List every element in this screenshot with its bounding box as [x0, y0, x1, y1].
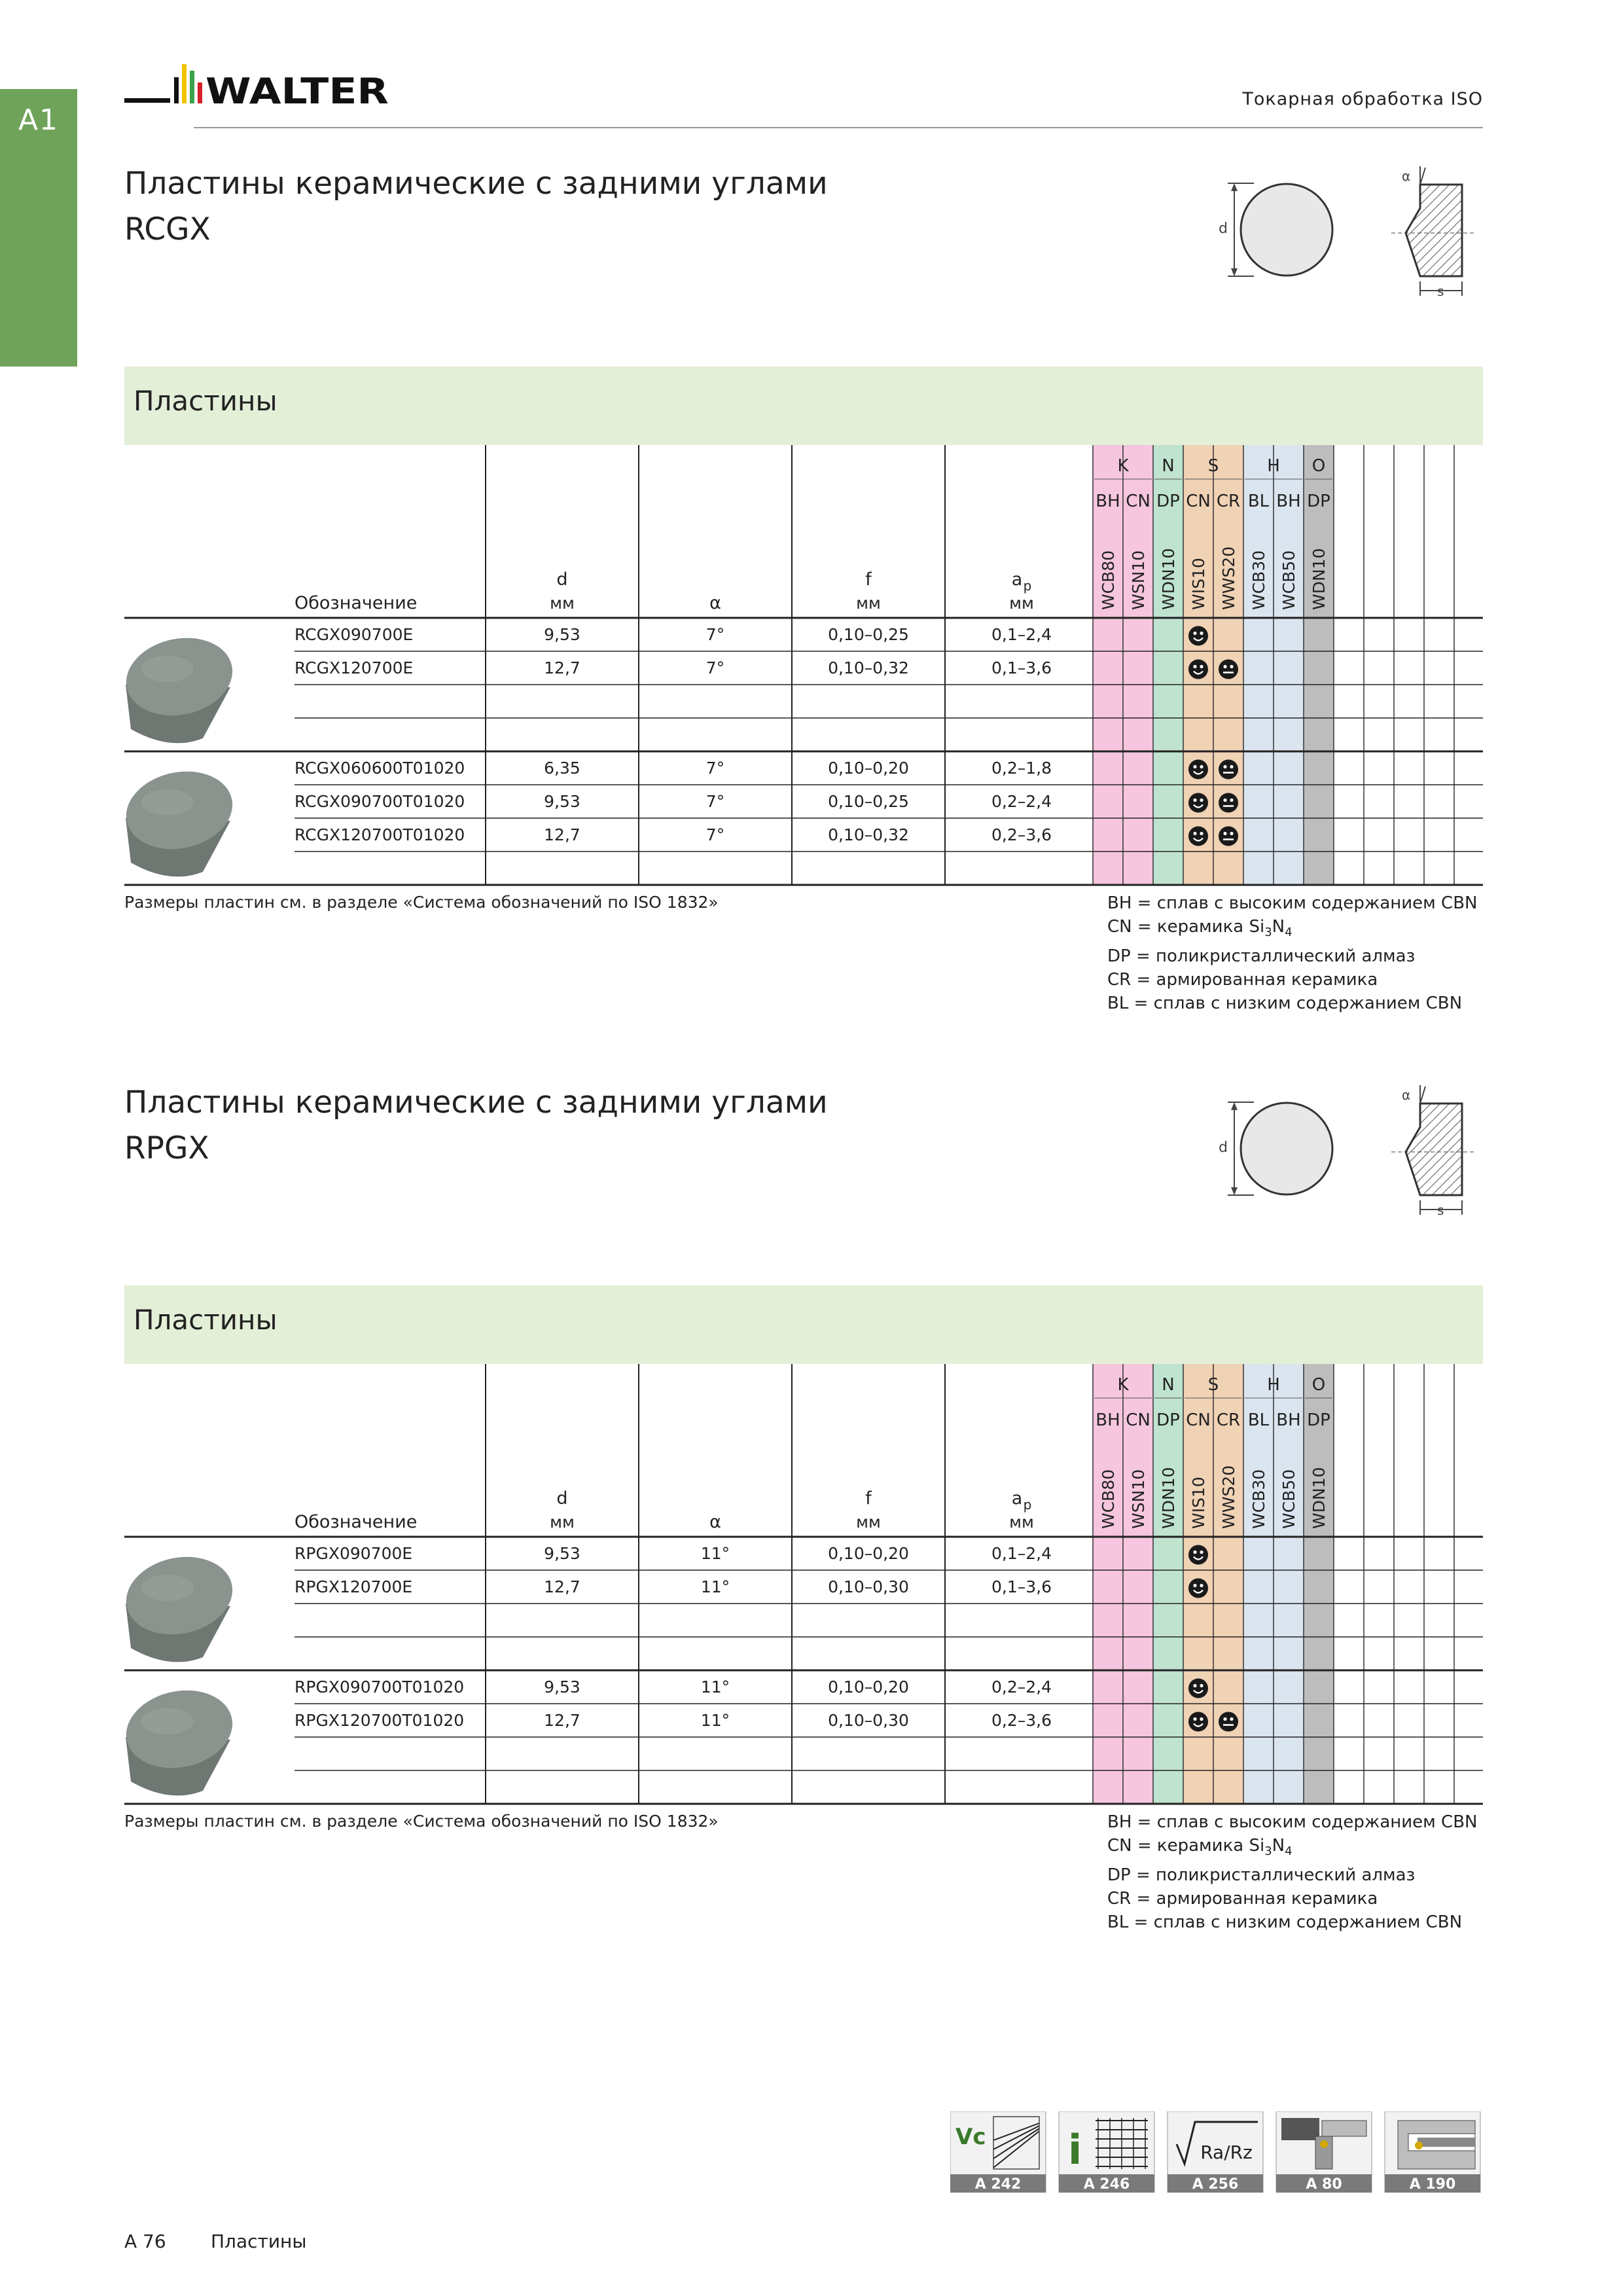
material-group-label: O: [1311, 456, 1326, 476]
column-header-ap-unit: мм: [1009, 1513, 1034, 1532]
insert-depth-range: 0,1–2,4: [991, 1544, 1052, 1563]
icon-text: i: [1068, 2126, 1082, 2174]
insert-code: RCGX060600T01020: [294, 759, 465, 778]
grade-subgroup-label: BL: [1247, 492, 1270, 511]
secondary-application-icon: [1219, 793, 1238, 813]
page-number: A 76: [124, 2231, 166, 2252]
column-header-d-unit: мм: [550, 1513, 575, 1532]
inserts-band: [124, 367, 1483, 445]
legend-entry: DP = поликристаллический алмаз: [1107, 1865, 1416, 1886]
grade-name-label: WSN10: [1129, 1469, 1148, 1529]
insert-diameter: 9,53: [544, 1677, 580, 1696]
grade-subgroup-label: CN: [1126, 492, 1150, 511]
grade-name-label: WDN10: [1159, 548, 1178, 610]
insert-diameter: 12,7: [544, 825, 580, 844]
material-group-label: O: [1311, 1375, 1326, 1395]
main-application-icon: [1188, 827, 1208, 846]
inserts-band: [124, 1285, 1483, 1364]
grade-name-label: WCB30: [1249, 550, 1268, 610]
material-group-label: K: [1117, 1375, 1129, 1395]
insert-photo: [119, 762, 240, 876]
insert-clearance-angle: 7°: [705, 759, 725, 778]
brand-wordmark: WALTER: [205, 71, 389, 112]
main-application-icon: [1188, 626, 1208, 646]
dimension-note: Размеры пластин см. в разделе «Система обозначений по ISO 1832»: [124, 1812, 719, 1831]
diagram-label-s: s: [1437, 1202, 1444, 1218]
main-application-icon: [1188, 660, 1208, 679]
column-header-d-unit: мм: [550, 594, 575, 613]
legend-entry: CN = керамика $Si_3N_4$: [1107, 1836, 1293, 1859]
column-header-alpha: α: [709, 1512, 721, 1532]
legend-entry: BH = сплав с высоким содержанием CBN: [1107, 1812, 1478, 1832]
reference-icons: [950, 2111, 1484, 2193]
chapter-tab-label: A1: [18, 103, 60, 137]
column-header-d: d: [556, 569, 568, 590]
grade-name-label: WCB30: [1249, 1469, 1268, 1529]
insert-feed-range: 0,10–0,20: [828, 1677, 909, 1696]
diagram-label-s: s: [1437, 283, 1444, 299]
main-application-icon: [1188, 1712, 1208, 1732]
reference-page-label: A 242: [974, 2176, 1022, 2193]
section-title-line1: Пластины керамические с задними углами: [124, 166, 828, 202]
insert-depth-range: 0,2–3,6: [991, 825, 1052, 844]
grade-subgroup-label: CN: [1126, 1410, 1150, 1430]
column-header-ap: a: [1011, 569, 1023, 590]
insert-code: RCGX120700E: [294, 658, 414, 677]
column-header-f: f: [865, 1488, 872, 1509]
section-title-code: RCGX: [124, 211, 211, 247]
page-section: Пластины: [211, 2231, 307, 2252]
walter-logo: [124, 63, 399, 115]
insert-code: RPGX120700T01020: [294, 1711, 465, 1730]
insert-feed-range: 0,10–0,30: [828, 1711, 909, 1730]
section-title-code: RPGX: [124, 1130, 209, 1166]
material-group-label: N: [1162, 456, 1175, 476]
secondary-application-icon: [1219, 1712, 1238, 1732]
insert-diameter: 12,7: [544, 1577, 580, 1596]
reference-page-label: A 80: [1306, 2176, 1342, 2193]
insert-feed-range: 0,10–0,20: [828, 759, 909, 778]
legend-entry: CR = армированная керамика: [1107, 1889, 1378, 1909]
icon-text: Ra/Rz: [1200, 2142, 1253, 2163]
grade-name-label: WSN10: [1129, 550, 1148, 610]
main-application-icon: [1188, 1545, 1208, 1565]
insert-dimension-diagram: [1195, 1080, 1483, 1224]
grade-subgroup-label: BH: [1096, 1410, 1120, 1430]
diagram-label-d: d: [1219, 1139, 1228, 1156]
insert-diameter: 12,7: [544, 1711, 580, 1730]
insert-clearance-angle: 7°: [705, 658, 725, 677]
section-title: [124, 1080, 828, 1172]
grade-legend: [1107, 1810, 1477, 1934]
insert-diameter: 9,53: [544, 1544, 580, 1563]
insert-depth-range: 0,2–2,4: [991, 792, 1052, 811]
grade-subgroup-label: CR: [1216, 1410, 1241, 1430]
diagram-label-d: d: [1219, 221, 1228, 237]
inserts-band-label: Пластины: [134, 385, 277, 417]
grade-subgroup-label: BH: [1276, 1410, 1301, 1430]
column-header-f-unit: мм: [856, 594, 881, 613]
secondary-application-icon: [1219, 760, 1238, 780]
secondary-application-icon: [1219, 827, 1238, 846]
icon-text: Vc: [955, 2124, 986, 2150]
main-application-icon: [1188, 793, 1208, 813]
grade-subgroup-label: DP: [1156, 1410, 1180, 1430]
column-header-designation: Обозначение: [294, 593, 418, 613]
column-header-ap-unit: мм: [1009, 594, 1034, 613]
insert-feed-range: 0,10–0,32: [828, 825, 909, 844]
insert-code: RCGX090700T01020: [294, 792, 465, 811]
insert-dimension-diagram: [1195, 161, 1483, 305]
toolholder-icon: [1276, 2111, 1372, 2193]
insert-depth-range: 0,1–3,6: [991, 1577, 1052, 1596]
column-header-designation: Обозначение: [294, 1512, 418, 1532]
surface-roughness-icon: [1168, 2111, 1263, 2193]
insert-clearance-angle: 7°: [705, 792, 725, 811]
boring-bar-icon: [1385, 2111, 1480, 2193]
legend-entry: BL = сплав с низким содержанием CBN: [1107, 1912, 1463, 1933]
insert-table-rcgx: [0, 445, 1623, 897]
insert-photo: [119, 1547, 240, 1662]
grade-subgroup-label: DP: [1307, 1410, 1330, 1430]
material-group-label: K: [1117, 456, 1129, 476]
material-group-label: S: [1207, 456, 1219, 476]
grade-name-label: WIS10: [1189, 558, 1208, 610]
grade-name-label: WIS10: [1189, 1477, 1208, 1529]
insert-code: RCGX120700T01020: [294, 825, 465, 844]
column-header-d: d: [556, 1488, 568, 1509]
grade-subgroup-label: CN: [1186, 1410, 1211, 1430]
reference-page-label: A 246: [1083, 2176, 1130, 2193]
reference-page-label: A 190: [1409, 2176, 1456, 2193]
dimension-note: Размеры пластин см. в разделе «Система обозначений по ISO 1832»: [124, 893, 719, 912]
grade-subgroup-label: BH: [1096, 492, 1120, 511]
insert-code: RPGX090700E: [294, 1544, 413, 1563]
insert-photo: [119, 1681, 240, 1795]
insert-clearance-angle: 11°: [700, 1711, 730, 1730]
insert-depth-range: 0,2–2,4: [991, 1677, 1052, 1696]
legend-entry: BL = сплав с низким содержанием CBN: [1107, 994, 1463, 1014]
column-header-alpha: α: [709, 593, 721, 613]
grade-subgroup-label: CR: [1216, 492, 1241, 511]
main-application-icon: [1188, 1579, 1208, 1598]
column-header-ap-subscript: p: [1023, 1497, 1032, 1513]
header-title: Токарная обработка ISO: [1242, 89, 1483, 109]
grade-name-label: WWS20: [1219, 1465, 1238, 1529]
main-application-icon: [1188, 760, 1208, 780]
column-header-ap: a: [1011, 1488, 1023, 1509]
insert-clearance-angle: 7°: [705, 625, 725, 644]
grade-name-label: WCB50: [1279, 550, 1298, 610]
insert-feed-range: 0,10–0,32: [828, 658, 909, 677]
insert-feed-range: 0,10–0,25: [828, 625, 909, 644]
header-divider: [194, 127, 1483, 128]
grade-legend: [1107, 891, 1477, 1015]
reference-page-label: A 256: [1192, 2176, 1239, 2193]
insert-code: RCGX090700E: [294, 625, 414, 644]
insert-depth-range: 0,2–3,6: [991, 1711, 1052, 1730]
insert-depth-range: 0,1–2,4: [991, 625, 1052, 644]
insert-clearance-angle: 7°: [705, 825, 725, 844]
legend-entry: CN = керамика $Si_3N_4$: [1107, 917, 1293, 940]
insert-diameter: 12,7: [544, 658, 580, 677]
insert-diameter: 9,53: [544, 792, 580, 811]
insert-depth-range: 0,2–1,8: [991, 759, 1052, 778]
insert-clearance-angle: 11°: [700, 1677, 730, 1696]
grade-subgroup-label: CN: [1186, 492, 1211, 511]
grade-name-label: WCB80: [1099, 1469, 1118, 1529]
info-table-icon: [1059, 2111, 1154, 2193]
grade-name-label: WWS20: [1219, 546, 1238, 610]
grade-name-label: WDN10: [1310, 548, 1329, 610]
insert-diameter: 6,35: [544, 759, 580, 778]
cutting-speed-icon: [950, 2111, 1046, 2193]
secondary-application-icon: [1219, 660, 1238, 679]
column-header-ap-subscript: p: [1023, 578, 1032, 594]
material-group-label: H: [1267, 1375, 1280, 1395]
insert-table-rpgx: [0, 1364, 1623, 1816]
diagram-label-alpha: α: [1402, 168, 1411, 184]
insert-feed-range: 0,10–0,25: [828, 792, 909, 811]
insert-photo: [119, 628, 240, 743]
insert-clearance-angle: 11°: [700, 1577, 730, 1596]
grade-subgroup-label: BL: [1247, 1410, 1270, 1430]
grade-subgroup-label: DP: [1307, 492, 1330, 511]
section-title-line1: Пластины керамические с задними углами: [124, 1085, 828, 1121]
diagram-label-alpha: α: [1402, 1087, 1411, 1103]
column-header-f-unit: мм: [856, 1513, 881, 1532]
insert-feed-range: 0,10–0,30: [828, 1577, 909, 1596]
insert-clearance-angle: 11°: [700, 1544, 730, 1563]
legend-entry: DP = поликристаллический алмаз: [1107, 946, 1416, 967]
legend-entry: BH = сплав с высоким содержанием CBN: [1107, 893, 1478, 913]
material-group-label: N: [1162, 1375, 1175, 1395]
material-group-label: S: [1207, 1375, 1219, 1395]
inserts-band-label: Пластины: [134, 1304, 277, 1336]
grade-name-label: WDN10: [1310, 1467, 1329, 1529]
insert-depth-range: 0,1–3,6: [991, 658, 1052, 677]
material-group-label: H: [1267, 456, 1280, 476]
section-title: [124, 161, 828, 253]
insert-diameter: 9,53: [544, 625, 580, 644]
grade-subgroup-label: BH: [1276, 492, 1301, 511]
grade-name-label: WCB50: [1279, 1469, 1298, 1529]
grade-name-label: WDN10: [1159, 1467, 1178, 1529]
grade-name-label: WCB80: [1099, 550, 1118, 610]
insert-code: RPGX090700T01020: [294, 1677, 465, 1696]
main-application-icon: [1188, 1679, 1208, 1698]
chapter-tab: [0, 89, 77, 367]
insert-code: RPGX120700E: [294, 1577, 413, 1596]
legend-entry: CR = армированная керамика: [1107, 970, 1378, 990]
grade-subgroup-label: DP: [1156, 492, 1180, 511]
insert-feed-range: 0,10–0,20: [828, 1544, 909, 1563]
column-header-f: f: [865, 569, 872, 590]
